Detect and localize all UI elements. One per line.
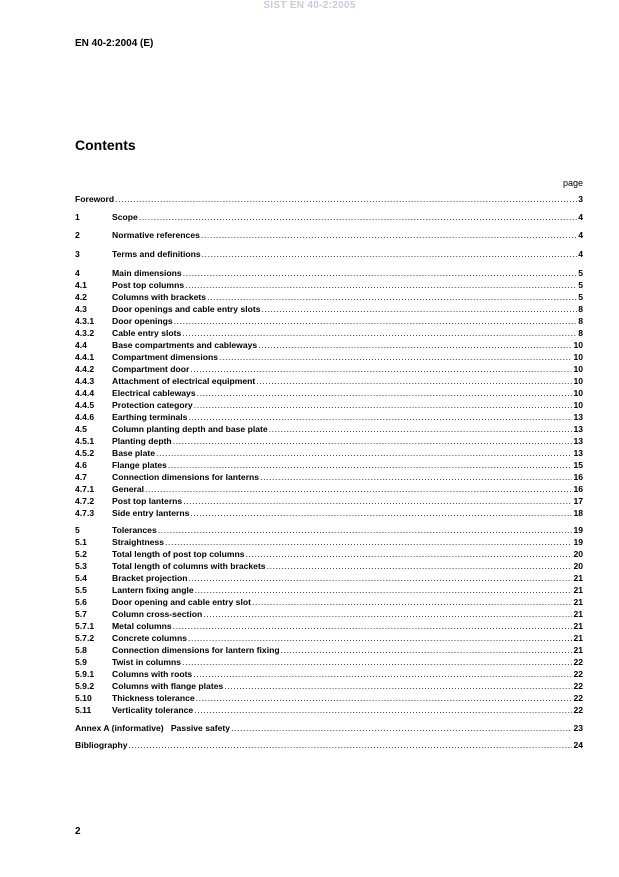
toc-entry[interactable] bbox=[75, 459, 583, 471]
toc-entry-number: 3 bbox=[75, 249, 80, 259]
toc-dot-leader bbox=[182, 656, 572, 668]
toc-dot-leader bbox=[183, 495, 572, 507]
toc-entry[interactable] bbox=[75, 608, 583, 620]
toc-entry[interactable] bbox=[75, 572, 583, 584]
toc-entry-label: Side entry lanterns bbox=[112, 508, 190, 518]
toc-entry[interactable] bbox=[75, 656, 583, 668]
toc-dot-leader bbox=[194, 704, 572, 716]
toc-entry-page: 22 bbox=[573, 705, 583, 715]
toc-entry-number: 4.7 bbox=[75, 472, 87, 482]
toc-entry[interactable] bbox=[75, 211, 583, 223]
toc-entry-page: 16 bbox=[573, 472, 583, 482]
toc-entry-number: 5.1 bbox=[75, 537, 87, 547]
toc-dot-leader bbox=[267, 560, 573, 572]
toc-entry-number: 5.3 bbox=[75, 561, 87, 571]
toc-entry[interactable] bbox=[75, 668, 583, 680]
toc-entry-page: 19 bbox=[573, 525, 583, 535]
toc-entry-label: Attachment of electrical equipment bbox=[112, 376, 256, 386]
toc-entry-number: 5.11 bbox=[75, 705, 92, 715]
toc-entry-page: 21 bbox=[573, 645, 583, 655]
toc-entry[interactable] bbox=[75, 291, 583, 303]
toc-entry-number: 5.2 bbox=[75, 549, 87, 559]
toc-entry-number: 4.7.2 bbox=[75, 496, 95, 506]
toc-entry-page: 10 bbox=[573, 376, 583, 386]
toc-entry[interactable] bbox=[75, 387, 583, 399]
toc-dot-leader bbox=[129, 739, 573, 751]
toc-entry[interactable] bbox=[75, 644, 583, 656]
toc-entry[interactable] bbox=[75, 739, 583, 751]
toc-entry-page: 21 bbox=[573, 621, 583, 631]
toc-entry[interactable] bbox=[75, 447, 583, 459]
toc-entry[interactable] bbox=[75, 680, 583, 692]
toc-entry-page: 22 bbox=[573, 669, 583, 679]
page-column-header: page bbox=[562, 178, 583, 188]
toc-entry-page: 21 bbox=[573, 585, 583, 595]
toc-entry-number: 4.4.5 bbox=[75, 400, 95, 410]
toc-entry-label: Scope bbox=[112, 212, 138, 222]
toc-entry-label: Compartment door bbox=[112, 364, 190, 374]
toc-entry-number: 5.5 bbox=[75, 585, 87, 595]
toc-entry-page: 21 bbox=[573, 573, 583, 583]
toc-entry-page: 5 bbox=[578, 268, 583, 278]
toc-entry-page: 4 bbox=[578, 230, 583, 240]
toc-entry-label: Base plate bbox=[112, 448, 155, 458]
toc-entry-number: 5.7.2 bbox=[75, 633, 95, 643]
toc-entry-page: 5 bbox=[578, 292, 583, 302]
watermark: SIST EN 40-2:2005 bbox=[263, 0, 356, 11]
toc-entry-label: Base compartments and cableways bbox=[112, 340, 258, 350]
toc-entry[interactable] bbox=[75, 399, 583, 411]
toc-dot-leader bbox=[231, 722, 572, 734]
toc-entry-label: Total length of columns with brackets bbox=[112, 561, 266, 571]
toc-dot-leader bbox=[196, 692, 573, 704]
toc-entry[interactable] bbox=[75, 375, 583, 387]
toc-dot-leader bbox=[115, 193, 577, 205]
toc-entry-label: Compartment dimensions bbox=[112, 352, 219, 362]
toc-dot-leader bbox=[174, 315, 578, 327]
toc-dot-leader bbox=[202, 248, 578, 260]
toc-dot-leader bbox=[224, 680, 572, 692]
toc-entry-number: 5.8 bbox=[75, 645, 87, 655]
toc-dot-leader bbox=[260, 471, 572, 483]
toc-entry-label: Electrical cableways bbox=[112, 388, 196, 398]
toc-entry-label: Lantern fixing angle bbox=[112, 585, 194, 595]
toc-entry[interactable] bbox=[75, 363, 583, 375]
toc-entry-number: 1 bbox=[75, 212, 80, 222]
toc-entry[interactable] bbox=[75, 548, 583, 560]
toc-entry[interactable] bbox=[75, 507, 583, 519]
toc-dot-leader bbox=[201, 229, 577, 241]
toc-dot-leader bbox=[207, 291, 577, 303]
toc-entry-label: Earthing terminals bbox=[112, 412, 188, 422]
document-id: EN 40-2:2004 (E) bbox=[75, 38, 154, 49]
toc-entry-page: 13 bbox=[573, 436, 583, 446]
toc-entry-number: 4 bbox=[75, 268, 80, 278]
toc-entry-page: 21 bbox=[573, 609, 583, 619]
toc-entry-number: 4.2 bbox=[75, 292, 87, 302]
toc-entry-number: 4.3.2 bbox=[75, 328, 95, 338]
toc-dot-leader bbox=[219, 351, 572, 363]
toc-entry[interactable] bbox=[75, 596, 583, 608]
toc-entry-number: 5.7 bbox=[75, 609, 87, 619]
toc-entry-label: Door openings and cable entry slots bbox=[112, 304, 261, 314]
toc-dot-leader bbox=[258, 339, 572, 351]
toc-entry-page: 20 bbox=[573, 561, 583, 571]
toc-entry-page: 8 bbox=[578, 328, 583, 338]
toc-entry-page: 20 bbox=[573, 549, 583, 559]
toc-dot-leader bbox=[188, 411, 572, 423]
toc-entry-label: Connection dimensions for lantern fixing bbox=[112, 645, 280, 655]
toc-dot-leader bbox=[183, 267, 578, 279]
toc-entry-page: 21 bbox=[573, 597, 583, 607]
toc-entry[interactable] bbox=[75, 423, 583, 435]
toc-entry-label: Main dimensions bbox=[112, 268, 182, 278]
toc-entry[interactable] bbox=[75, 435, 583, 447]
toc-entry-label: Connection dimensions for lanterns bbox=[112, 472, 260, 482]
toc-dot-leader bbox=[182, 327, 577, 339]
toc-entry-number: 4.1 bbox=[75, 280, 87, 290]
toc-entry-page: 16 bbox=[573, 484, 583, 494]
toc-dot-leader bbox=[188, 632, 572, 644]
toc-entry-label: General bbox=[112, 484, 145, 494]
toc-entry-label: Foreword bbox=[75, 194, 115, 204]
toc-entry-label: Columns with roots bbox=[112, 669, 193, 679]
toc-entry-page: 10 bbox=[573, 400, 583, 410]
toc-entry-label: Bibliography bbox=[75, 740, 128, 750]
toc-entry-label: Normative references bbox=[112, 230, 200, 240]
toc-entry-page: 19 bbox=[573, 537, 583, 547]
toc-entry-number: 5 bbox=[75, 525, 80, 535]
toc-dot-leader bbox=[145, 483, 572, 495]
toc-dot-leader bbox=[165, 536, 572, 548]
toc-entry-page: 23 bbox=[573, 723, 583, 733]
toc-entry-label: Verticality tolerance bbox=[112, 705, 194, 715]
page-number: 2 bbox=[75, 826, 81, 837]
toc-entry[interactable] bbox=[75, 327, 583, 339]
toc-dot-leader bbox=[193, 668, 572, 680]
toc-entry-page: 8 bbox=[578, 316, 583, 326]
toc-dot-leader bbox=[185, 279, 577, 291]
toc-dot-leader bbox=[173, 435, 573, 447]
toc-dot-leader bbox=[156, 447, 572, 459]
toc-dot-leader bbox=[168, 459, 573, 471]
toc-entry[interactable] bbox=[75, 620, 583, 632]
toc-entry-number: 5.6 bbox=[75, 597, 87, 607]
toc-entry-number: 4.4.2 bbox=[75, 364, 95, 374]
toc-dot-leader bbox=[281, 644, 573, 656]
toc-dot-leader bbox=[203, 608, 572, 620]
toc-dot-leader bbox=[190, 507, 572, 519]
toc-entry[interactable] bbox=[75, 193, 583, 205]
toc-dot-leader bbox=[139, 211, 577, 223]
toc-entry[interactable] bbox=[75, 560, 583, 572]
toc-entry-label: Straightness bbox=[112, 537, 165, 547]
toc-entry-label: Door opening and cable entry slot bbox=[112, 597, 251, 607]
toc-entry-page: 13 bbox=[573, 448, 583, 458]
toc-entry[interactable] bbox=[75, 471, 583, 483]
toc-entry-number: 4.7.1 bbox=[75, 484, 95, 494]
toc-entry-page: 22 bbox=[573, 693, 583, 703]
toc-entry-label: Planting depth bbox=[112, 436, 172, 446]
toc-entry-page: 15 bbox=[573, 460, 583, 470]
toc-entry-number: 2 bbox=[75, 230, 80, 240]
toc-entry-number: 4.4.4 bbox=[75, 388, 95, 398]
toc-entry[interactable] bbox=[75, 692, 583, 704]
toc-entry-label: Tolerances bbox=[112, 525, 157, 535]
toc-entry-label: Total length of post top columns bbox=[112, 549, 245, 559]
toc-entry[interactable] bbox=[75, 483, 583, 495]
toc-entry-number: 4.4.3 bbox=[75, 376, 95, 386]
toc-entry-page: 8 bbox=[578, 304, 583, 314]
toc-entry[interactable] bbox=[75, 411, 583, 423]
toc-entry-page: 18 bbox=[573, 508, 583, 518]
toc-entry-page: 3 bbox=[578, 194, 583, 204]
toc-entry-page: 22 bbox=[573, 657, 583, 667]
toc-dot-leader bbox=[194, 399, 573, 411]
toc-dot-leader bbox=[197, 387, 573, 399]
toc-entry-label: Annex A (informative) Passive safety bbox=[75, 723, 231, 733]
toc-entry-number: 5.10 bbox=[75, 693, 92, 703]
toc-entry[interactable] bbox=[75, 279, 583, 291]
toc-entry-label: Concrete columns bbox=[112, 633, 187, 643]
toc-entry-label: Post top lanterns bbox=[112, 496, 183, 506]
toc-entry-page: 10 bbox=[573, 364, 583, 374]
toc-dot-leader bbox=[188, 572, 572, 584]
toc-entry-number: 5.7.1 bbox=[75, 621, 95, 631]
toc-entry[interactable] bbox=[75, 267, 583, 279]
toc-dot-leader bbox=[158, 524, 573, 536]
toc-dot-leader bbox=[246, 548, 573, 560]
toc-entry-number: 4.5.1 bbox=[75, 436, 95, 446]
toc-entry-label: Columns with brackets bbox=[112, 292, 207, 302]
page-title: Contents bbox=[75, 137, 136, 153]
toc-entry-number: 4.4.6 bbox=[75, 412, 95, 422]
toc-entry[interactable] bbox=[75, 584, 583, 596]
toc-entry-label: Door openings bbox=[112, 316, 173, 326]
toc-entry-number: 5.4 bbox=[75, 573, 87, 583]
toc-entry-number: 5.9.2 bbox=[75, 681, 95, 691]
toc-entry[interactable] bbox=[75, 632, 583, 644]
toc-entry-page: 21 bbox=[573, 633, 583, 643]
toc-entry-page: 10 bbox=[573, 388, 583, 398]
toc-entry[interactable] bbox=[75, 315, 583, 327]
toc-entry-page: 22 bbox=[573, 681, 583, 691]
toc-entry-page: 17 bbox=[573, 496, 583, 506]
toc-dot-leader bbox=[195, 584, 573, 596]
toc-dot-leader bbox=[173, 620, 573, 632]
toc-entry-label: Metal columns bbox=[112, 621, 172, 631]
toc-entry-number: 4.3 bbox=[75, 304, 87, 314]
toc-entry[interactable] bbox=[75, 704, 583, 716]
toc-dot-leader bbox=[190, 363, 572, 375]
toc-entry[interactable] bbox=[75, 229, 583, 241]
toc-entry-page: 24 bbox=[573, 740, 583, 750]
toc-entry-label: Thickness tolerance bbox=[112, 693, 195, 703]
toc-entry[interactable] bbox=[75, 303, 583, 315]
toc-entry-page: 5 bbox=[578, 280, 583, 290]
toc-entry-number: 4.4 bbox=[75, 340, 87, 350]
toc-entry-page: 10 bbox=[573, 352, 583, 362]
toc-entry-number: 4.5 bbox=[75, 424, 87, 434]
toc-entry-page: 10 bbox=[573, 340, 583, 350]
toc-entry-page: 4 bbox=[578, 249, 583, 259]
toc-entry-number: 4.5.2 bbox=[75, 448, 95, 458]
toc-entry-page: 13 bbox=[573, 424, 583, 434]
toc-entry-label: Column planting depth and base plate bbox=[112, 424, 268, 434]
toc-entry[interactable] bbox=[75, 524, 583, 536]
toc-entry-label: Column cross-section bbox=[112, 609, 203, 619]
toc-entry-label: Columns with flange plates bbox=[112, 681, 224, 691]
toc-entry-number: 4.4.1 bbox=[75, 352, 95, 362]
toc-entry-label: Terms and definitions bbox=[112, 249, 201, 259]
toc-entry[interactable] bbox=[75, 536, 583, 548]
toc-entry[interactable] bbox=[75, 495, 583, 507]
toc-entry[interactable] bbox=[75, 248, 583, 260]
toc-entry-label: Twist in columns bbox=[112, 657, 182, 667]
toc-dot-leader bbox=[256, 375, 572, 387]
toc-entry[interactable] bbox=[75, 339, 583, 351]
toc-entry-number: 5.9.1 bbox=[75, 669, 95, 679]
toc-dot-leader bbox=[252, 596, 572, 608]
toc-entry-label: Bracket projection bbox=[112, 573, 188, 583]
toc-entry-number: 4.3.1 bbox=[75, 316, 95, 326]
toc-entry-page: 4 bbox=[578, 212, 583, 222]
toc-entry-label: Flange plates bbox=[112, 460, 167, 470]
toc-entry-number: 4.6 bbox=[75, 460, 87, 470]
toc-entry-page: 13 bbox=[573, 412, 583, 422]
toc-entry-number: 5.9 bbox=[75, 657, 87, 667]
toc-entry-label: Cable entry slots bbox=[112, 328, 182, 338]
toc-entry-label: Protection category bbox=[112, 400, 193, 410]
toc-entry[interactable] bbox=[75, 351, 583, 363]
toc-entry-label: Post top columns bbox=[112, 280, 185, 290]
toc-entry-number: 4.7.3 bbox=[75, 508, 95, 518]
toc-dot-leader bbox=[262, 303, 578, 315]
toc-entry[interactable] bbox=[75, 722, 583, 734]
toc-dot-leader bbox=[269, 423, 573, 435]
